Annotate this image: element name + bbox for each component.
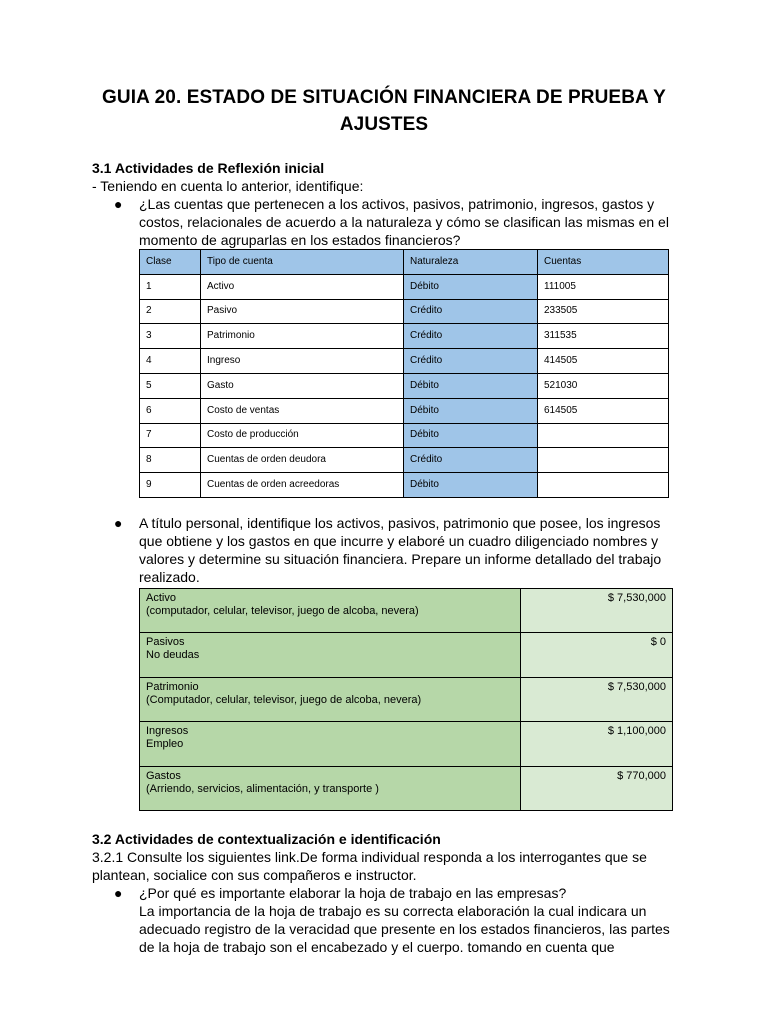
table-cell: 4 [140,349,201,374]
table-cell: Débito [404,373,538,398]
table-row [140,324,669,349]
document-page [92,84,676,956]
table-cell: 6 [140,398,201,423]
table-cell: 3 [140,324,201,349]
bullet-text: ¿Las cuentas que pertenecen a los activos, pasivos, patrimonio, ingresos, gastos y costos, relacionales de acuerdo a la naturaleza y cómo se clasifican las mismas en el momento de agruparlas en los estados financieros? [139,196,669,248]
summary-value: $ 1,100,000 [521,722,673,767]
table-row [140,423,669,448]
table-cell: Débito [404,473,538,498]
table-header-cell: Naturaleza [404,250,538,275]
table-cell: 7 [140,423,201,448]
bullet-icon: ● [114,885,123,902]
summary-detail: No deudas [146,649,200,662]
table-cell: 311535 [538,324,669,349]
table-cell: 111005 [538,274,669,299]
table-cell [538,473,669,498]
bullet-icon: ● [114,196,123,212]
table-cell: 1 [140,274,201,299]
bullet-text: A título personal, identifique los activos, pasivos, patrimonio que posee, los ingresos que obtiene y los gastos en que incurre y elaboré un cuadro diligenciado nombres y valores y determine su situación financiera. Prepare un informe detallado del trabajo realizado. [139,514,662,585]
table-cell: 614505 [538,398,669,423]
table-cell: Activo [201,274,404,299]
summary-value: $ 770,000 [521,766,673,811]
bullet-icon: ● [114,514,123,531]
summary-label: Ingresos [146,725,189,738]
bullet-item [92,514,676,586]
summary-value: $ 0 [521,633,673,678]
section-2-heading: 3.2 Actividades de contextualización e identificación [92,831,441,848]
summary-detail: (Computador, celular, televisor, juego de alcoba, nevera) [146,693,422,706]
bullet-item [92,884,676,902]
summary-label: Patrimonio [146,680,199,693]
table-row [140,448,669,473]
summary-row [140,633,673,678]
table-cell: Crédito [404,299,538,324]
financial-summary-table [139,588,673,812]
table-cell: Crédito [404,349,538,374]
summary-label-cell [140,677,521,722]
section-2-intro: 3.2.1 Consulte los siguientes link.De forma individual responda a los interrogantes que se plantean, socialice con sus compañeros e instructor. [92,849,647,884]
table-header-cell: Tipo de cuenta [201,250,404,275]
summary-label: Pasivos [146,636,185,649]
table-cell: 8 [140,448,201,473]
table-cell: Pasivo [201,299,404,324]
section-1 [92,159,676,811]
table-header-row [140,250,669,275]
table-cell: Débito [404,423,538,448]
table-cell: Patrimonio [201,324,404,349]
table-cell [538,423,669,448]
summary-detail: Empleo [146,738,184,751]
summary-label-cell [140,588,521,633]
summary-row [140,722,673,767]
summary-label-cell [140,633,521,678]
table-row [140,473,669,498]
table-cell: Crédito [404,448,538,473]
table-cell: 521030 [538,373,669,398]
table-cell: 414505 [538,349,669,374]
bullet-item [92,195,676,249]
section-2 [92,830,676,956]
table-row [140,274,669,299]
summary-row [140,766,673,811]
table-cell: 5 [140,373,201,398]
page-title: GUIA 20. ESTADO DE SITUACIÓN FINANCIERA DE PRUEBA Y AJUSTES [102,87,666,135]
table-cell: Cuentas de orden acreedoras [201,473,404,498]
bullet-text: ¿Por qué es importante elaborar la hoja de trabajo en las empresas? [139,885,567,902]
table-row [140,398,669,423]
summary-label-cell [140,766,521,811]
table-cell: 2 [140,299,201,324]
summary-value: $ 7,530,000 [521,677,673,722]
table-cell: Cuentas de orden deudora [201,448,404,473]
summary-detail: (computador, celular, televisor, juego de alcoba, nevera) [146,604,419,617]
summary-row [140,588,673,633]
summary-label: Activo [146,591,176,604]
table-cell [538,448,669,473]
table-cell: 233505 [538,299,669,324]
section-1-intro: - Teniendo en cuenta lo anterior, identifique: [92,178,364,194]
summary-label: Gastos [146,769,181,782]
summary-label-cell [140,722,521,767]
table-header-cell: Clase [140,250,201,275]
summary-detail: (Arriendo, servicios, alimentación, y transporte ) [146,782,379,795]
table-cell: Ingreso [201,349,404,374]
table-cell: 9 [140,473,201,498]
account-classes-table [139,249,669,498]
table-row [140,373,669,398]
table-cell: Costo de producción [201,423,404,448]
table-header-cell: Cuentas [538,250,669,275]
table-cell: Costo de ventas [201,398,404,423]
table-cell: Crédito [404,324,538,349]
table-cell: Débito [404,398,538,423]
table-row [140,349,669,374]
summary-row [140,677,673,722]
section-1-heading: 3.1 Actividades de Reflexión inicial [92,160,325,176]
table-row [140,299,669,324]
table-cell: Gasto [201,373,404,398]
table-cell: Débito [404,274,538,299]
summary-value: $ 7,530,000 [521,588,673,633]
answer-paragraph: La importancia de la hoja de trabajo es su correcta elaboración la cual indicara un adecuado registro de la veracidad que presente en los estados financieros, las partes de la hoja de trabajo son el encabezado y el cuerpo. tomando en cuenta que [139,903,670,956]
